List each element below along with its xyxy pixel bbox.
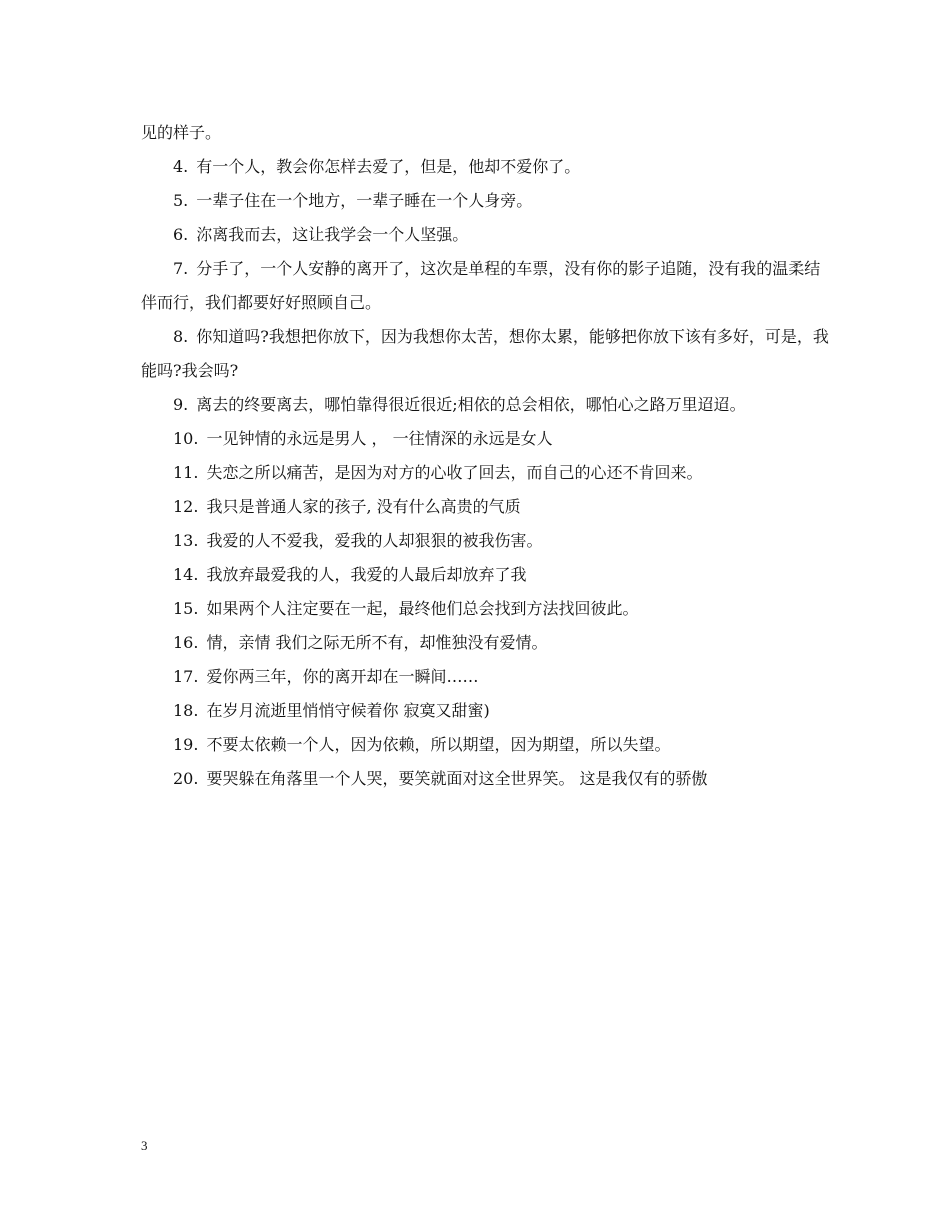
list-item-text: 一见钟情的永远是男人 ， 一往情深的永远是女人 [206, 429, 553, 448]
list-item [141, 150, 831, 184]
list-item [141, 762, 831, 796]
list-item [141, 694, 831, 728]
list-item-text: 爱你两三年，你的离开却在一瞬间…… [206, 667, 479, 686]
list-item [141, 388, 831, 422]
list-item-number: 9. [173, 395, 189, 414]
list-item-text: 我爱的人不爱我，爱我的人却狠狠的被我伤害。 [206, 531, 543, 550]
list-item-text: 有一个人，教会你怎样去爱了，但是，他却不爱你了。 [196, 157, 581, 176]
list-item [141, 660, 831, 694]
list-item-number: 17. [173, 667, 199, 686]
list-item-number: 6. [173, 225, 189, 244]
numbered-list [141, 150, 831, 796]
list-item [141, 524, 831, 558]
list-item-number: 16. [173, 633, 199, 652]
list-item-number: 12. [173, 497, 199, 516]
list-item-text: 失恋之所以痛苦，是因为对方的心收了回去，而自己的心还不肯回来。 [206, 463, 703, 482]
list-item [141, 320, 831, 388]
list-item [141, 252, 831, 320]
list-item-text: 不要太依赖一个人，因为依赖，所以期望，因为期望，所以失望。 [206, 735, 671, 754]
list-item [141, 456, 831, 490]
page-content [141, 116, 831, 796]
list-item-text: 如果两个人注定要在一起，最终他们总会找到方法找回彼此。 [206, 599, 639, 618]
list-item-number: 5. [173, 191, 189, 210]
list-item [141, 592, 831, 626]
list-item [141, 626, 831, 660]
list-item-text: 沵离我而去，这让我学会一个人坚强。 [196, 225, 469, 244]
list-item-number: 4. [173, 157, 189, 176]
list-item-text: 我放弃最爱我的人，我爱的人最后却放弃了我 [206, 565, 527, 584]
list-item-number: 13. [173, 531, 199, 550]
continuation-line: 见的样子。 [141, 123, 222, 142]
list-item-text: 离去的终要离去，哪怕靠得很近很近;相依的总会相依，哪怕心之路万里迢迢。 [196, 395, 746, 414]
page-number: 3 [141, 1138, 148, 1153]
list-item-number: 7. [173, 259, 189, 278]
list-item-text: 分手了，一个人安静的离开了，这次是单程的车票，没有你的影子追随，没有我的温柔结伴而行，我们都要好好照顾自己。 [141, 259, 821, 312]
list-item [141, 184, 831, 218]
list-item-number: 18. [173, 701, 199, 720]
list-item-text: 要哭躲在角落里一个人哭，要笑就面对这全世界笑。 这是我仅有的骄傲 [206, 769, 708, 788]
list-item [141, 218, 831, 252]
list-item [141, 728, 831, 762]
list-item-number: 11. [173, 463, 199, 482]
list-item-number: 8. [173, 327, 189, 346]
list-item-number: 14. [173, 565, 199, 584]
list-item [141, 422, 831, 456]
list-item [141, 558, 831, 592]
list-item-text: 我只是普通人家的孩子, 没有什么高贵的气质 [206, 497, 521, 516]
list-item [141, 490, 831, 524]
list-item-number: 10. [173, 429, 199, 448]
list-item-number: 15. [173, 599, 199, 618]
list-item-text: 你知道吗?我想把你放下，因为我想你太苦，想你太累，能够把你放下该有多好，可是，我能吗?我会吗? [141, 327, 829, 380]
list-item-text: 一辈子住在一个地方，一辈子睡在一个人身旁。 [196, 191, 533, 210]
list-item-text: 情，亲情 我们之际无所不有，却惟独没有爱情。 [206, 633, 548, 652]
list-item-number: 20. [173, 769, 199, 788]
list-item-text: 在岁月流逝里悄悄守候着你 寂寞又甜蜜) [206, 701, 490, 720]
list-item-number: 19. [173, 735, 199, 754]
